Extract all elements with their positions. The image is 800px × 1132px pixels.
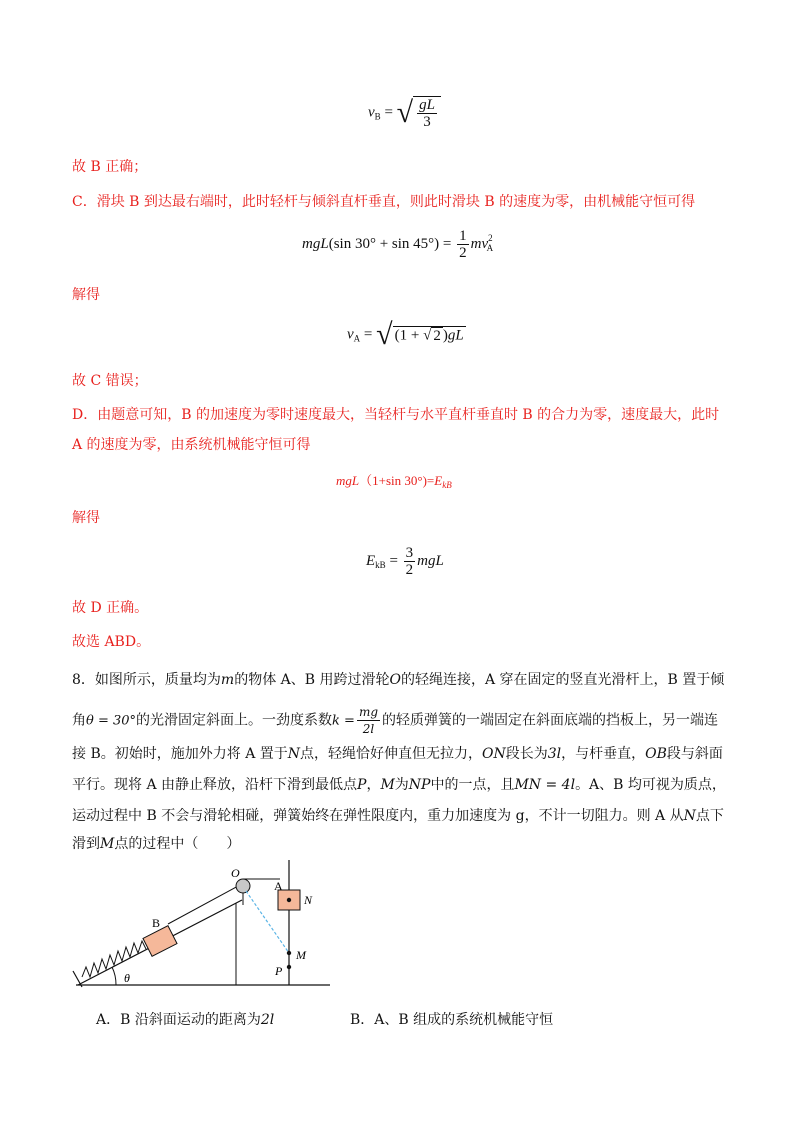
q8-line2: 角θ = 30°的光滑固定斜面上。一劲度系数k = $\frac{mg}{2l}$ 的轻质弹簧的一端固定在斜面底端的挡板上，另一端连 — [72, 705, 718, 736]
solve-label-1: 解得 — [72, 287, 100, 303]
choice-a[interactable]: A．B 沿斜面运动的距离为2l — [96, 1012, 275, 1028]
conclusion-d: 故 D 正确。 — [72, 600, 149, 616]
label-b: B — [152, 916, 161, 930]
block-b — [143, 926, 177, 957]
q8-line3: 接 B。初始时，施加外力将 A 置于N点，轻绳恰好伸直但无拉力，ON段长为3l，与杆垂直，OB段与斜面 — [72, 746, 723, 762]
choice-b[interactable]: B．A、B 组成的系统机械能守恒 — [350, 1012, 554, 1028]
q8-line6: 滑到M点的过程中（ ） — [72, 836, 241, 852]
label-theta: θ — [124, 971, 130, 985]
label-n: N — [304, 893, 313, 907]
physics-figure — [68, 855, 338, 995]
label-m: M — [296, 948, 306, 962]
option-d-line2: A 的速度为零，由系统机械能守恒可得 — [72, 437, 311, 453]
q8-line5: 运动过程中 B 不会与滑轮相碰，弹簧始终在弹性限度内，重力加速度为 g，不计一切阻力。则 A 从N点下 — [72, 808, 724, 824]
equation-d: mgL（1+sin $30^\circ)=E_{kB}$ — [336, 473, 452, 490]
option-c-text: C．滑块 B 到达最右端时，此时轻杆与倾斜直杆垂直，则此时滑块 B 的速度为零，由机械能守恒可得 — [72, 194, 696, 210]
point-m — [287, 951, 291, 955]
rope-ob — [168, 885, 240, 924]
equation-c: mgL(sin 30° + sin 45°) = $\frac{1}{2}$ $mv^2_A$ — [302, 228, 494, 261]
equation-va: $v_A$ = √ (1 + √ 2 )gL — [347, 318, 464, 351]
q8-line1: 8．如图所示，质量均为m的物体 A、B 用跨过滑轮O的轻绳连接，A 穿在固定的竖直光滑杆上，B 置于倾 — [72, 672, 725, 688]
conclusion-c: 故 C 错误； — [72, 373, 148, 389]
equation-vb: $v_B$ = √ $\frac{gL}{3}$ — [368, 96, 441, 136]
equation-ekb: $E_{kB}$ = $\frac{3}{2}$ mgL — [366, 545, 444, 578]
angle-arc — [112, 967, 116, 985]
label-o: O — [231, 866, 240, 880]
option-d-line1: D．由题意可知，B 的加速度为零时速度最大，当轻杆与水平直杆垂直时 B 的合力为零，速度最大，此时 — [72, 407, 720, 423]
label-a: A — [274, 879, 283, 893]
point-p — [287, 965, 291, 969]
conclusion-b: 故 B 正确； — [72, 159, 148, 175]
point-n — [287, 898, 291, 902]
q8-line4: 平行。现将 A 由静止释放，沿杆下滑到最低点P，M为NP中的一点，且MN = 4l。A、B 均可视为质点， — [72, 777, 726, 793]
solve-label-2: 解得 — [72, 510, 100, 526]
label-p: P — [275, 964, 283, 978]
pulley-o — [236, 879, 250, 893]
answer-line: 故选 ABD。 — [72, 634, 151, 650]
